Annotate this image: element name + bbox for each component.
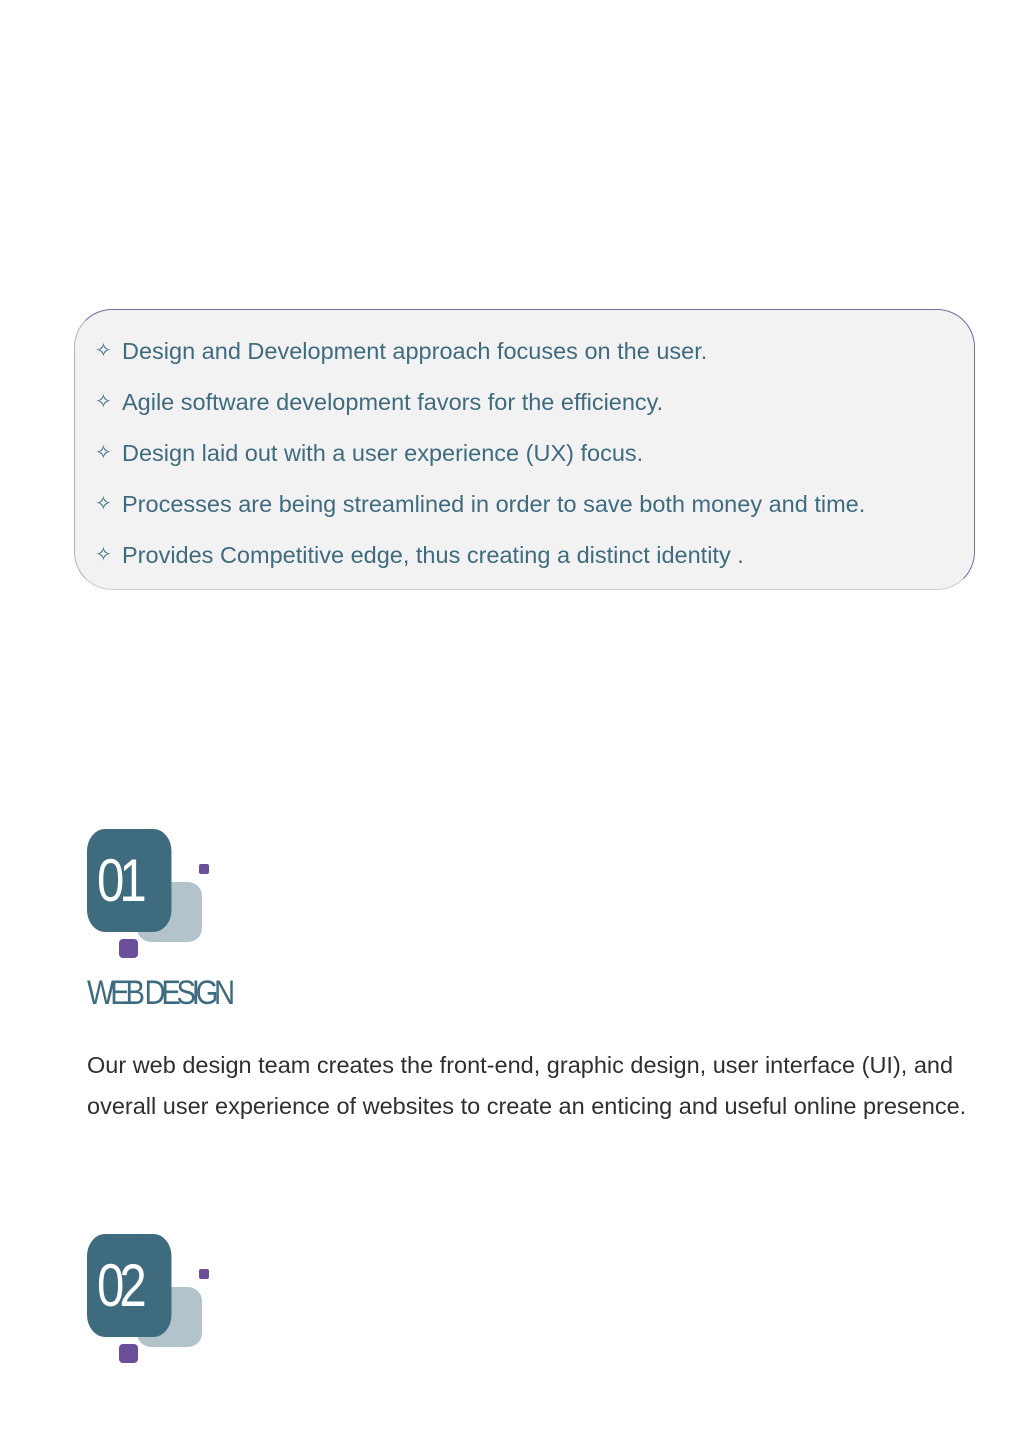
decorative-square-large [119,1344,138,1363]
star-bullet-icon: ✧ [95,442,112,464]
benefit-text: Agile software development favors for the efficiency. [122,389,664,415]
benefit-item [95,540,865,591]
section-number-badge-02 [87,1234,212,1369]
decorative-square-small [199,864,209,874]
star-bullet-icon: ✧ [95,493,112,515]
benefit-item [95,336,865,387]
star-bullet-icon: ✧ [95,340,112,362]
section-number: 01 [96,847,142,914]
benefit-item [95,387,865,438]
benefit-item [95,438,865,489]
section-number: 02 [96,1252,142,1319]
badge-number-box [87,1234,171,1337]
benefit-text: Provides Competitive edge, thus creating a distinct identity . [122,542,744,568]
section-title-web-design: WEB DESIGN [87,974,231,1012]
star-bullet-icon: ✧ [95,544,112,566]
badge-number-box [87,829,171,932]
benefits-box [74,309,975,590]
decorative-square-small [199,1269,209,1279]
decorative-square-large [119,939,138,958]
benefit-text: Design and Development approach focuses on the user. [122,338,708,364]
benefits-list [95,336,865,591]
section-number-badge-01 [87,829,212,964]
section-description-web-design: Our web design team creates the front-end, graphic design, user interface (UI), and overall user experience of websites to create an enticing and useful online presence. [87,1052,967,1119]
benefit-text: Design laid out with a user experience (UX) focus. [122,440,644,466]
star-bullet-icon: ✧ [95,391,112,413]
benefit-item [95,489,865,540]
benefit-text: Processes are being streamlined in order to save both money and time. [122,491,866,517]
